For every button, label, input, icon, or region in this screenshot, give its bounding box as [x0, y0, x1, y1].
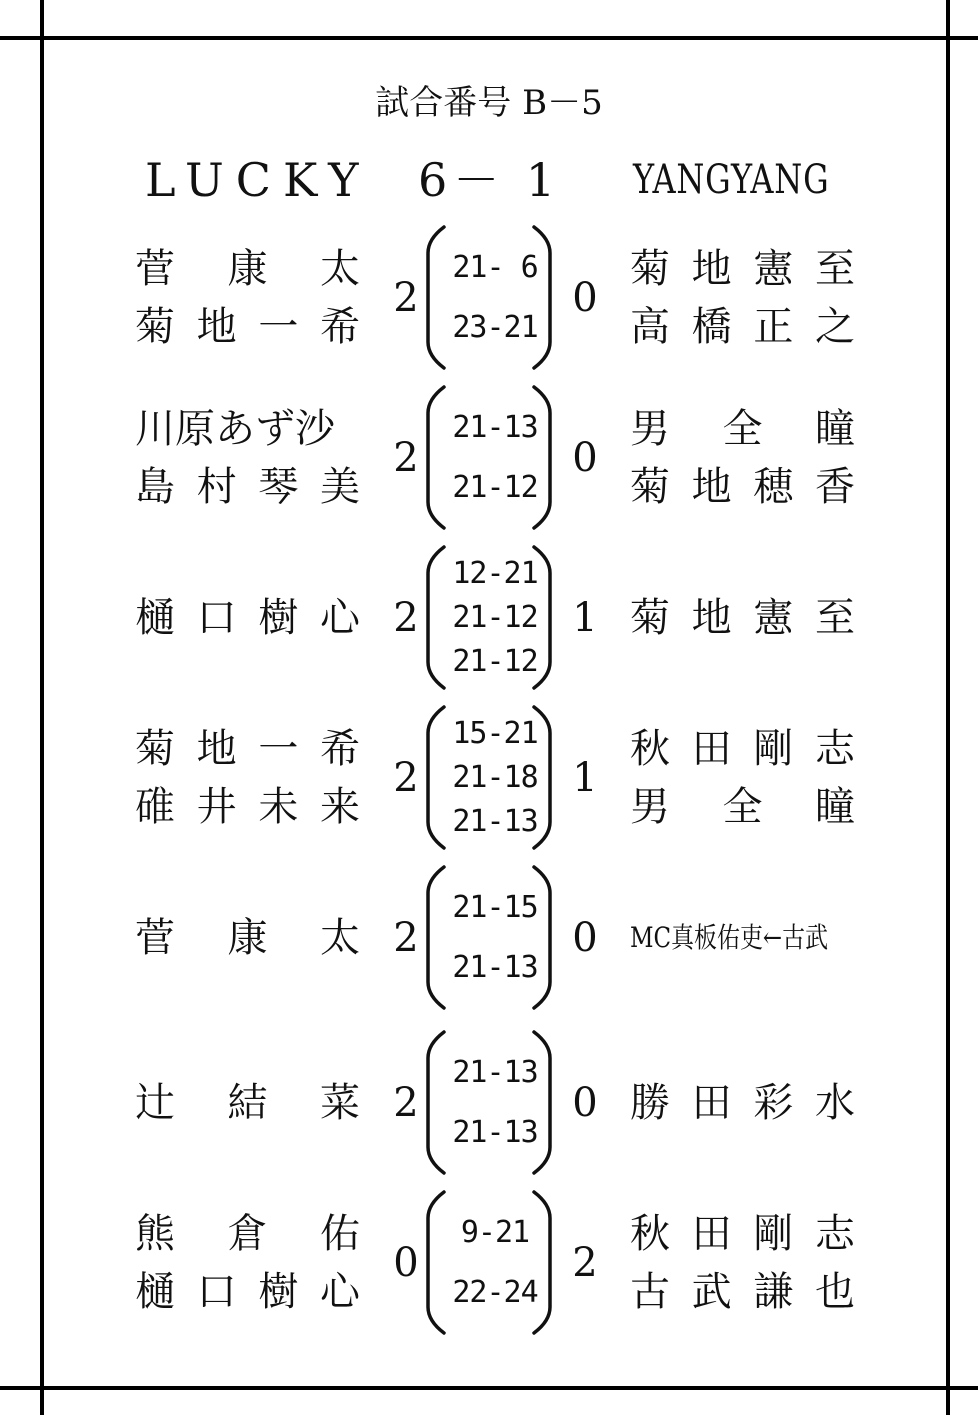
- match-block: [0, 545, 978, 690]
- player-name-char: 熊: [135, 1210, 175, 1257]
- player-name-char: 希: [319, 303, 360, 350]
- right-games-won: 0: [572, 434, 598, 481]
- player-name-char: 全: [722, 405, 763, 452]
- player-name-char: 村: [196, 463, 237, 510]
- team-left: LUCKY: [145, 153, 371, 207]
- game-score: 21-13: [452, 1054, 538, 1090]
- right-players: [630, 1205, 855, 1321]
- player-name-char: 志: [814, 725, 855, 772]
- game-score: 23-21: [452, 309, 538, 345]
- player-name-char: 井: [196, 783, 237, 830]
- player-name-char: 也: [814, 1268, 855, 1315]
- game-score: 22-24: [452, 1274, 538, 1310]
- player-name-char: 正: [753, 303, 794, 350]
- player-name-char: 結: [227, 1079, 268, 1126]
- player-name: [135, 1263, 360, 1321]
- player-name-char: 康: [227, 914, 268, 961]
- player-name-char: 菊: [135, 303, 175, 350]
- game-score: 21-15: [452, 889, 538, 925]
- player-name-char: 美: [319, 463, 360, 510]
- right-players: [630, 1074, 855, 1132]
- player-name: [630, 400, 855, 458]
- right-games-won: 1: [572, 754, 598, 801]
- player-name-char: 橋: [691, 303, 732, 350]
- frame-top-line: [0, 36, 978, 40]
- player-name: [135, 298, 360, 356]
- player-name-char: 地: [196, 303, 237, 350]
- player-name: [630, 589, 855, 647]
- team-score: 6－ 1: [418, 153, 562, 207]
- player-name-char: 古: [630, 1268, 670, 1315]
- player-name: [630, 458, 855, 516]
- player-name-char: 瞳: [815, 783, 855, 830]
- player-name-char: 彩: [753, 1079, 794, 1126]
- player-name-char: 秋: [630, 1210, 670, 1257]
- player-name-char: 佑: [320, 1210, 360, 1257]
- player-name-char: 菊: [630, 463, 670, 510]
- player-name-char: 田: [691, 725, 732, 772]
- game-score: 21- 6: [452, 249, 538, 285]
- right-games-won: 0: [572, 1079, 598, 1126]
- game-scores: [440, 552, 550, 684]
- right-games-won: 1: [572, 594, 598, 641]
- player-name-char: 一: [258, 725, 299, 772]
- match-block: [0, 865, 978, 1010]
- player-name: [630, 1074, 855, 1132]
- left-players: [135, 1205, 360, 1321]
- player-name-char: 一: [258, 303, 299, 350]
- player-name-char: 太: [320, 914, 360, 961]
- left-games-won: 2: [393, 274, 419, 321]
- player-name-char: 太: [320, 245, 360, 292]
- right-players: [630, 589, 855, 647]
- game-score: 21-13: [452, 1114, 538, 1150]
- player-name-char: 憲: [753, 594, 794, 641]
- player-name: [135, 778, 360, 836]
- player-name-char: 未: [258, 783, 299, 830]
- player-name: [630, 298, 855, 356]
- game-score: 21-13: [452, 409, 538, 445]
- player-name-char: 田: [691, 1079, 732, 1126]
- player-name-char: 地: [691, 594, 732, 641]
- player-name-char: 剛: [753, 725, 794, 772]
- player-name-char: 至: [814, 594, 855, 641]
- player-name-char: 樹: [258, 594, 299, 641]
- left-players: [135, 240, 360, 356]
- player-name-char: 憲: [753, 245, 794, 292]
- left-games-won: 2: [393, 914, 419, 961]
- player-name-char: 菊: [630, 594, 670, 641]
- player-name-char: 田: [691, 1210, 732, 1257]
- player-name-text: MC真板佑吏←古武: [630, 920, 829, 954]
- player-name: [630, 240, 855, 298]
- player-name-char: 男: [630, 783, 670, 830]
- player-name-char: 樋: [135, 1268, 175, 1315]
- match-block: [0, 705, 978, 850]
- player-name: [135, 1074, 360, 1132]
- game-score: 21-18: [452, 759, 538, 795]
- player-name: [135, 1205, 360, 1263]
- game-score: 12-21: [452, 555, 538, 591]
- player-name-char: 地: [196, 725, 237, 772]
- player-name-char: 水: [814, 1079, 855, 1126]
- right-players: [630, 400, 855, 516]
- player-name-char: 菅: [135, 914, 175, 961]
- player-name-char: 瞳: [815, 405, 855, 452]
- player-name-char: 至: [814, 245, 855, 292]
- player-name-char: 男: [630, 405, 670, 452]
- player-name-text: 川原あず沙: [135, 405, 335, 452]
- player-name-char: 之: [814, 303, 855, 350]
- right-players: [630, 240, 855, 356]
- game-scores: [440, 712, 550, 844]
- game-score: 21-12: [452, 599, 538, 635]
- player-name: [135, 909, 360, 967]
- player-name-char: 口: [196, 1268, 237, 1315]
- player-name-char: 謙: [753, 1268, 794, 1315]
- player-name-char: 穂: [753, 463, 794, 510]
- left-players: [135, 1074, 360, 1132]
- match-block: [0, 225, 978, 370]
- game-score: 21-12: [452, 469, 538, 505]
- player-name-char: 康: [227, 245, 268, 292]
- left-players: [135, 589, 360, 647]
- player-name-char: 菅: [135, 245, 175, 292]
- game-score: 9-21: [460, 1214, 530, 1250]
- player-name: [630, 778, 855, 836]
- player-name-char: 全: [722, 783, 763, 830]
- left-games-won: 2: [393, 434, 419, 481]
- right-players: [630, 720, 855, 836]
- right-games-won: 2: [572, 1239, 598, 1286]
- player-name-char: 樹: [258, 1268, 299, 1315]
- player-name-char: 菊: [135, 725, 175, 772]
- left-games-won: 0: [393, 1239, 419, 1286]
- match-block: [0, 385, 978, 530]
- player-name-char: 高: [630, 303, 670, 350]
- player-name: [630, 720, 855, 778]
- game-scores: [440, 238, 550, 358]
- right-games-won: 0: [572, 274, 598, 321]
- player-name-char: 地: [691, 463, 732, 510]
- player-name-char: 剛: [753, 1210, 794, 1257]
- game-score: 21-12: [452, 643, 538, 679]
- player-name-char: 菜: [320, 1079, 360, 1126]
- left-players: [135, 720, 360, 836]
- game-scores: [440, 398, 550, 518]
- player-name-char: 勝: [630, 1079, 670, 1126]
- right-games-won: 0: [572, 914, 598, 961]
- player-name-char: 心: [319, 594, 360, 641]
- player-name-char: 心: [319, 1268, 360, 1315]
- player-name: [630, 1205, 855, 1263]
- player-name: [135, 720, 360, 778]
- player-name-char: 菊: [630, 245, 670, 292]
- player-name-char: 倉: [227, 1210, 268, 1257]
- player-name-char: 樋: [135, 594, 175, 641]
- player-name: [135, 240, 360, 298]
- player-name-char: 香: [814, 463, 855, 510]
- player-name-char: 地: [691, 245, 732, 292]
- game-score: 21-13: [452, 803, 538, 839]
- match-block: [0, 1190, 978, 1335]
- player-name-char: 碓: [135, 783, 175, 830]
- team-right: YANGYANG: [633, 157, 830, 203]
- player-name-char: 琴: [258, 463, 299, 510]
- match-block: [0, 1030, 978, 1175]
- player-name-char: 秋: [630, 725, 670, 772]
- left-games-won: 2: [393, 754, 419, 801]
- game-scores: [440, 1203, 550, 1323]
- player-name-char: 口: [196, 594, 237, 641]
- player-name: [135, 589, 360, 647]
- player-name: [135, 458, 360, 516]
- player-name-char: 希: [319, 725, 360, 772]
- left-players: [135, 909, 360, 967]
- game-scores: [440, 1043, 550, 1163]
- player-name-char: 武: [691, 1268, 732, 1315]
- game-scores: [440, 878, 550, 998]
- right-players: [630, 909, 855, 967]
- player-name-char: 島: [135, 463, 175, 510]
- game-score: 15-21: [452, 715, 538, 751]
- player-name-char: 辻: [135, 1079, 175, 1126]
- player-name-char: 志: [814, 1210, 855, 1257]
- player-name: [630, 1263, 855, 1321]
- match-number: 試合番号 B－5: [375, 83, 603, 123]
- left-games-won: 2: [393, 594, 419, 641]
- left-players: [135, 400, 360, 516]
- player-name-char: 来: [319, 783, 360, 830]
- game-score: 21-13: [452, 949, 538, 985]
- player-name: [630, 909, 851, 967]
- frame-bottom-line: [0, 1386, 978, 1390]
- left-games-won: 2: [393, 1079, 419, 1126]
- player-name: [135, 400, 360, 458]
